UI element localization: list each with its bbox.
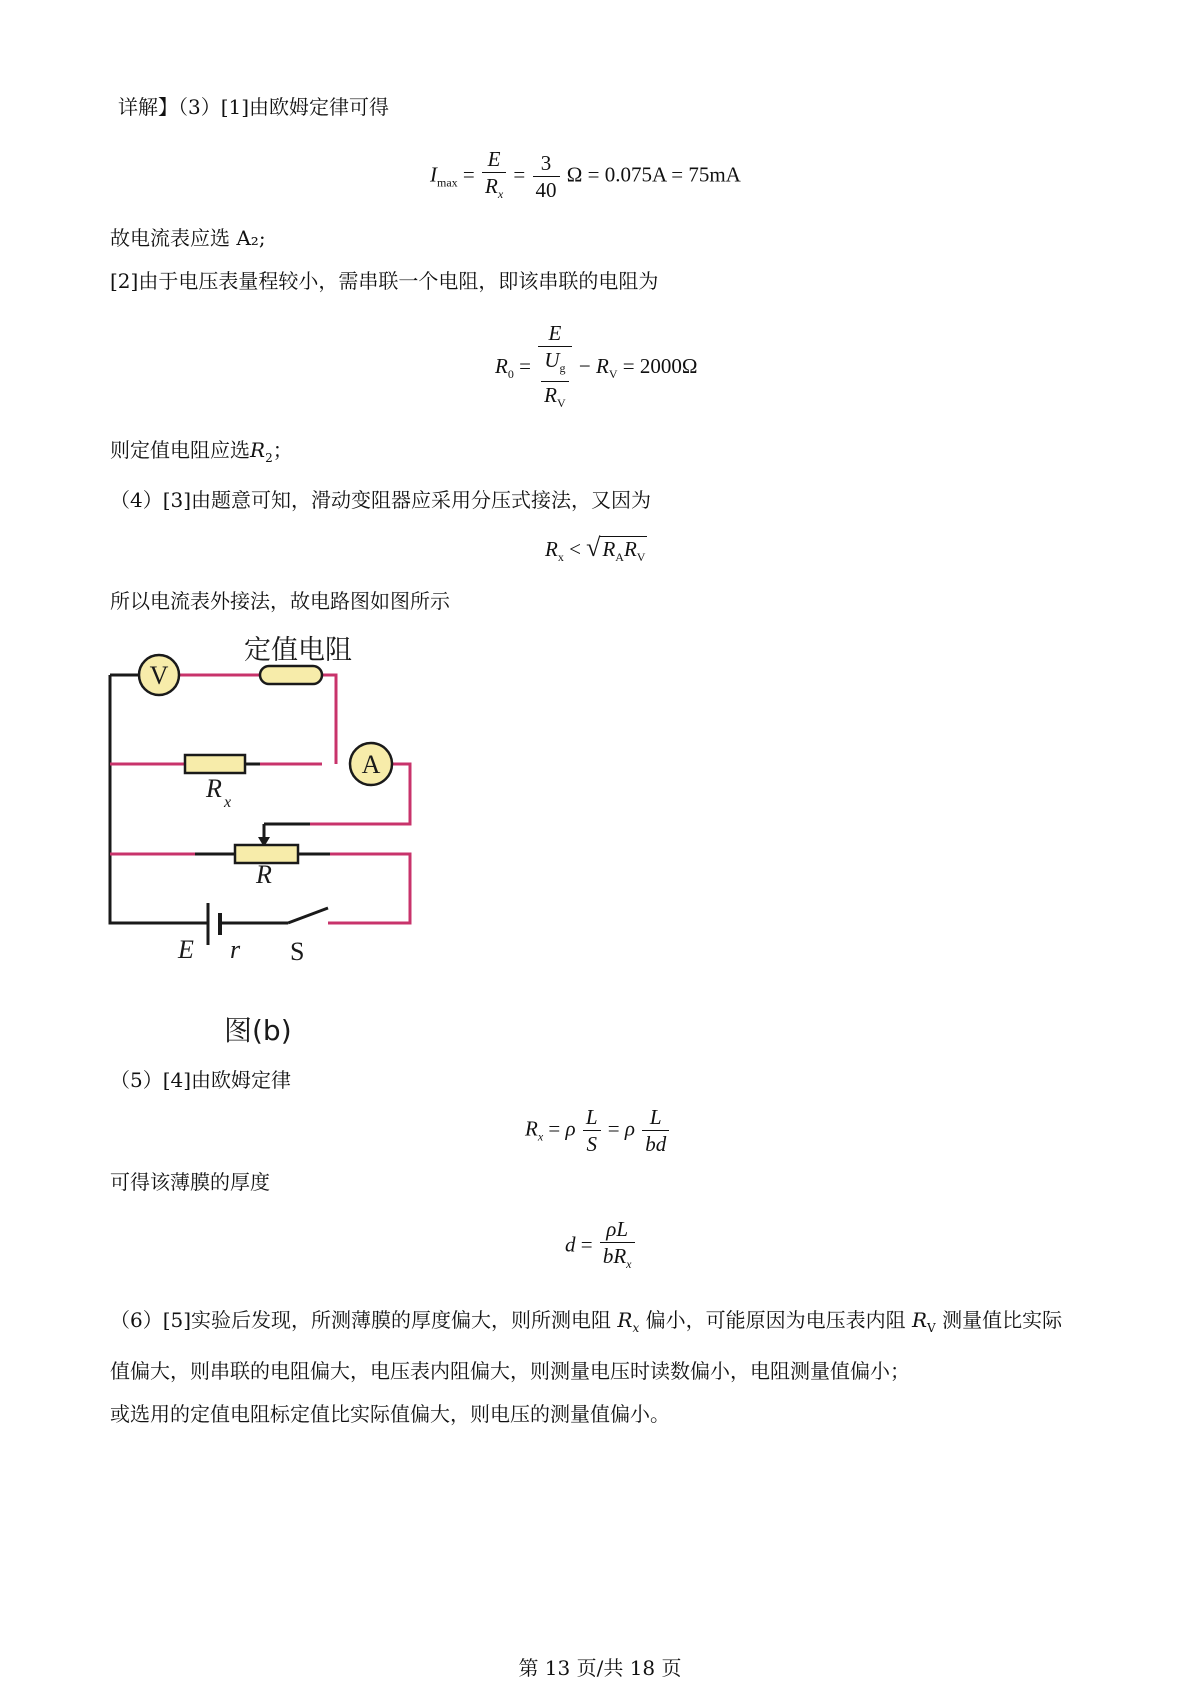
equation-thickness: d = $\frac{\rho L}{bR_x}$ <box>565 1216 637 1277</box>
fixed-resistor-label: 定值电阻 <box>244 635 352 666</box>
wire-left <box>110 675 205 923</box>
equation-r0: $R_0$ = E $U_g$ $R_V$ − $R_V = 2000\Omega$ <box>495 321 698 411</box>
voltmeter-label: V <box>149 661 169 690</box>
internal-resistance-label: r <box>230 935 241 964</box>
rheostat-label: R <box>256 860 272 889</box>
external-connection-conclusion: 所以电流表外接法，故电路图如图所示 <box>110 589 450 613</box>
wire-right-loop <box>328 854 410 923</box>
ammeter-label: A <box>361 750 381 779</box>
equation-rx-resistivity: $R_x = \rho$ $\frac{L}{S}$ = ρ $\frac{L}{bd}$ <box>525 1104 671 1157</box>
figure-caption: 图(b) <box>224 1014 292 1047</box>
page-footer: 第 13 页/共 18 页 <box>518 1656 682 1680</box>
fixed-resistor-icon <box>260 666 322 684</box>
equation-current-max: $I_{max}$ = $\frac{E}{R_x}$ = $\frac{3}{40}$ Ω = 0.075A = 75mA <box>430 147 741 203</box>
part5-intro: （5）[4]由欧姆定律 <box>110 1068 292 1092</box>
part4-intro: （4）[3]由题意可知，滑动变阻器应采用分压式接法，又因为 <box>110 488 652 512</box>
part6-line2: 值偏大，则串联的电阻偏大，电压表内阻偏大，则测量电压时读数偏小，电阻测量值偏小； <box>110 1359 910 1383</box>
series-resistor-reason: [2]由于电压表量程较小，需串联一个电阻，即该串联的电阻为 <box>110 269 659 293</box>
inequality-rx: $R_x < √R_AR_V$ <box>545 533 646 565</box>
part6-line1: （6）[5]实验后发现，所测薄膜的厚度偏大，则所测电阻 $R_x$ 偏小，可能原因为电压表内阻 $R_V$ 测量值比实际 <box>110 1308 1063 1335</box>
rx-sub-label: x <box>224 794 232 811</box>
wire-top-right <box>322 675 336 764</box>
switch-label: S <box>290 937 305 966</box>
part6-line3: 或选用的定值电阻标定值比实际值偏大，则电压的测量值偏小。 <box>110 1402 670 1426</box>
ammeter-choice: 故电流表应选 A₂; <box>110 226 266 250</box>
solution-intro: 详解】（3）[1]由欧姆定律可得 <box>118 95 390 119</box>
rx-resistor-icon <box>185 755 245 773</box>
rx-label: R <box>206 774 222 803</box>
switch-blade <box>288 908 328 923</box>
fixed-resistor-choice: 则定值电阻应选$R_2$； <box>110 438 293 465</box>
thickness-intro: 可得该薄膜的厚度 <box>110 1170 270 1194</box>
circuit-diagram <box>100 625 460 1065</box>
emf-label: E <box>178 935 194 964</box>
